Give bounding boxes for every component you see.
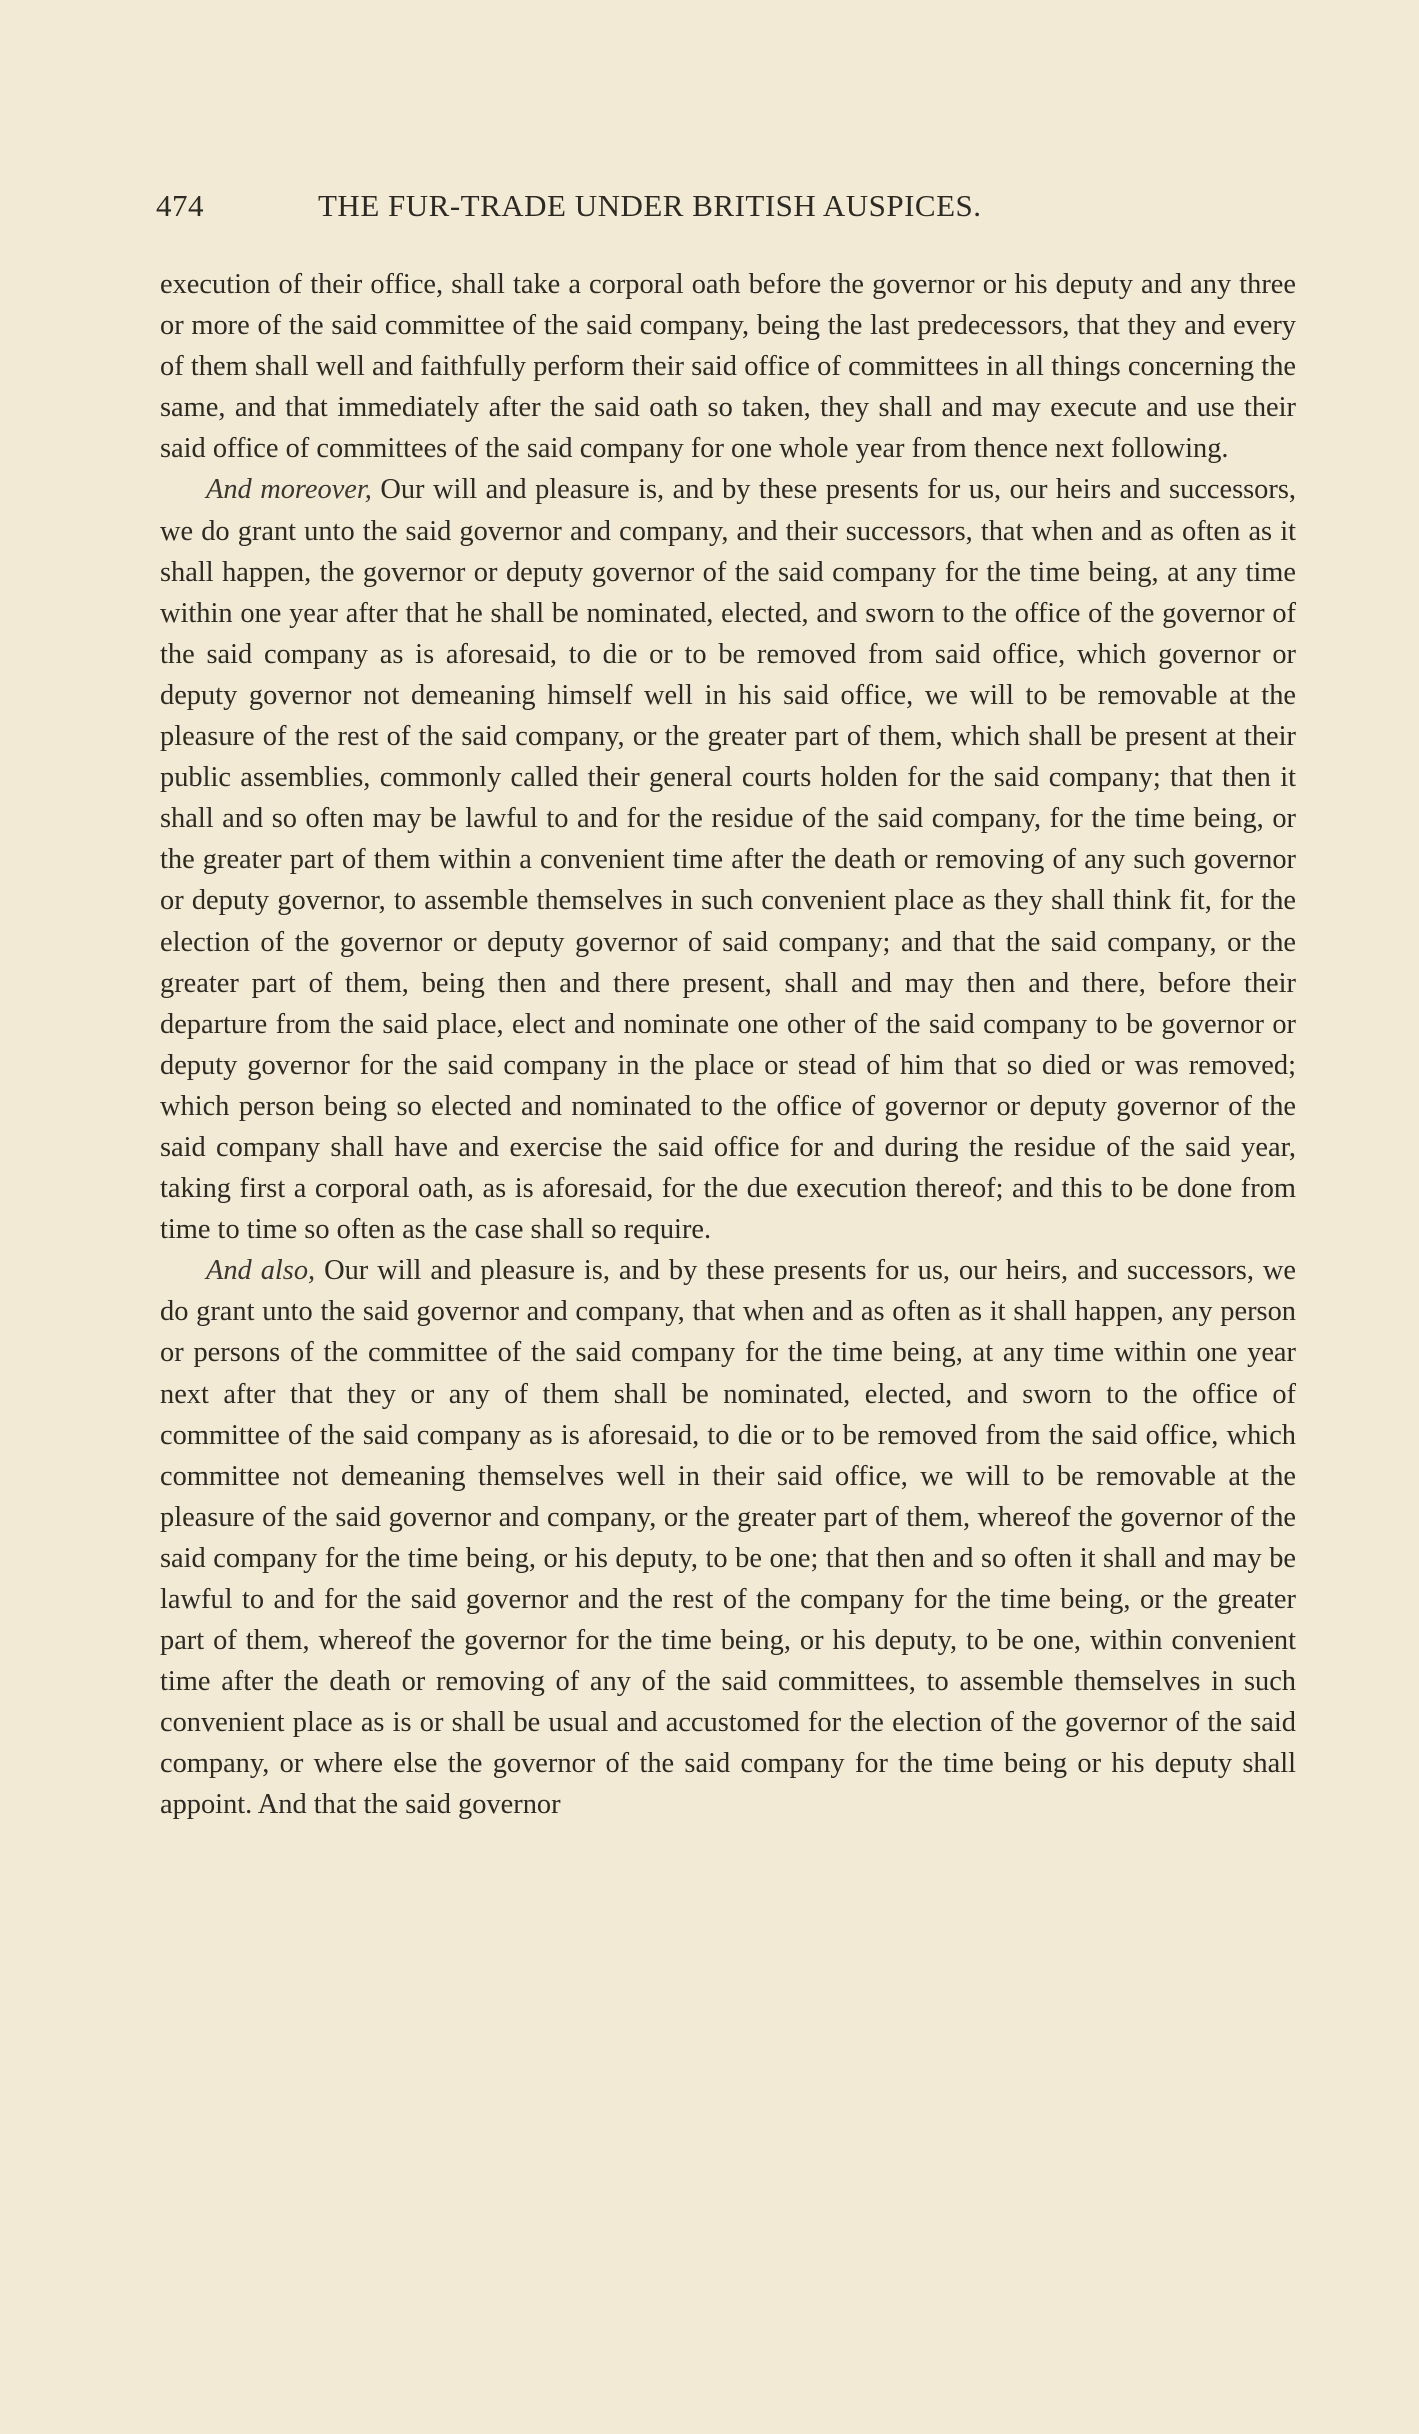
paragraph-text: Our will and pleasure is, and by these presents for us, our heirs, and successors, we do grant unto the said governor and company, that when and as often as it shall happen, any person or persons of the committee of the said company for the time being, at any time within one year next after that they or any of them shall be nominated, elected, and sworn to the office of committee of the said company as is aforesaid, to die or to be removed from the said office, which committee not demeaning themselves well in their said office, we will to be removable at the pleasure of the said governor and company, or the greater part of them, whereof the governor of the said company for the time being, or his deputy, to be one; that then and so often it shall and may be lawful to and for the said governor and the rest of the company for the time being, or the greater part of them, whereof the governor for the time being, or his deputy, to be one, within convenient time after the death or removing of any of the said committees, to assemble themselves in such convenient place as is or shall be usual and accustomed for the election of the governor of the said company, or where else the governor of the said company for the time being or his deputy shall appoint. And that the said governor (160, 1255, 1296, 1821)
body-text (160, 264, 1296, 1826)
page-header (156, 188, 1296, 230)
paragraph-text: execution of their office, shall take a corporal oath before the governor or his deputy and any three or more of the said committee of the said company, being the last predecessors, that they and every of them shall well and faithfully perform their said office of committees in all things concerning the same, and that immediately after the said oath so taken, they shall and may execute and use their said office of committees of the said company for one whole year from thence next following. (160, 269, 1296, 465)
paragraph (160, 469, 1296, 1250)
running-title: THE FUR-TRADE UNDER BRITISH AUSPICES. (318, 188, 982, 223)
paragraph (160, 264, 1296, 469)
page-number: 474 (156, 188, 204, 223)
paragraph-lead: And also, (206, 1255, 316, 1287)
paragraph-lead: And moreover, (206, 474, 372, 506)
paragraph (160, 1250, 1296, 1825)
paragraph-text: Our will and pleasure is, and by these presents for us, our heirs and successors, we do grant unto the said governor and company, and their successors, that when and as often as it shall happen, the governor or deputy governor of the said company for the time being, at any time within one year after that he shall be nominated, elected, and sworn to the office of the governor of the said company as is aforesaid, to die or to be removed from said office, which governor or deputy governor not demeaning himself well in his said office, we will to be removable at the pleasure of the rest of the said company, or the greater part of them, which shall be present at their public assemblies, commonly called their general courts holden for the said company; that then it shall and so often may be lawful to and for the residue of the said company, for the time being, or the greater part of them within a convenient time after the death or removing of any such governor or deputy governor, to assemble themselves in such convenient place as they shall think fit, for the election of the governor or deputy governor of said company; and that the said company, or the greater part of them, being then and there present, shall and may then and there, before their departure from the said place, elect and nominate one other of the said company to be governor or deputy governor for the said company in the place or stead of him that so died or was removed; which person being so elected and nominated to the office of governor or deputy governor of the said company shall have and exercise the said office for and during the residue of the said year, taking first a corporal oath, as is aforesaid, for the due execution thereof; and this to be done from time to time so often as the case shall so require. (160, 474, 1296, 1246)
